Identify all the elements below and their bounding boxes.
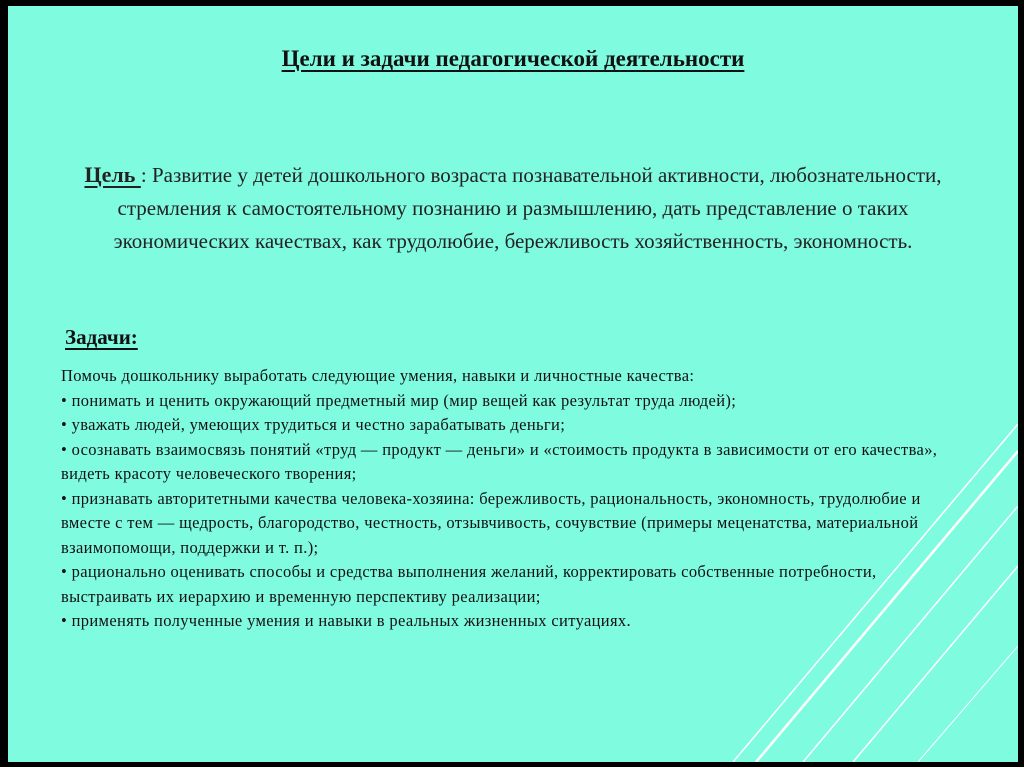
slide-title: Цели и задачи педагогической деятельности bbox=[281, 46, 745, 71]
deco-line-5 bbox=[918, 646, 1018, 762]
goal-label: Цель bbox=[84, 162, 141, 187]
goal-text: Развитие у детей дошкольного возраста познавательной активности, любознательности, стремления к самостоятельному познанию и размышлению, дать представление о таких экономических качествах, как трудолюбие, бережливость хозяйственность, экономность. bbox=[113, 163, 942, 253]
task-item: • понимать и ценить окружающий предметный мир (мир вещей как результат труда людей); bbox=[61, 390, 737, 410]
task-item: • применять полученные умения и навыки в реальных жизненных ситуациях. bbox=[61, 611, 632, 630]
tasks-list bbox=[61, 364, 941, 634]
task-item: • признавать авторитетными качества человека-хозяина: бережливость, рациональность, экономность, трудолюбие и вместе с тем — щедрость, благородство, честность, отзывчивость, сочувствие (примеры меценатства, материальной взаимопомощи, поддержки и т. п.); bbox=[61, 488, 921, 557]
slide bbox=[8, 6, 1018, 762]
goal-separator: : bbox=[140, 163, 152, 187]
task-item: • осознавать взаимосвязь понятий «труд — продукт — деньги» и «стоимость продукта в зависимости от его качества», видеть красоту человеческого творения; bbox=[61, 439, 938, 483]
goal-paragraph bbox=[48, 158, 978, 258]
task-item: • рационально оценивать способы и средства выполнения желаний, корректировать собственные потребности, выстраивать их иерархию и временную перспективу реализации; bbox=[61, 562, 877, 606]
tasks-intro: Помочь дошкольнику выработать следующие умения, навыки и личностные качества: bbox=[61, 366, 695, 385]
task-item: • уважать людей, умеющих трудиться и честно зарабатывать деньги; bbox=[61, 415, 566, 434]
tasks-heading: Задачи: bbox=[65, 325, 138, 349]
